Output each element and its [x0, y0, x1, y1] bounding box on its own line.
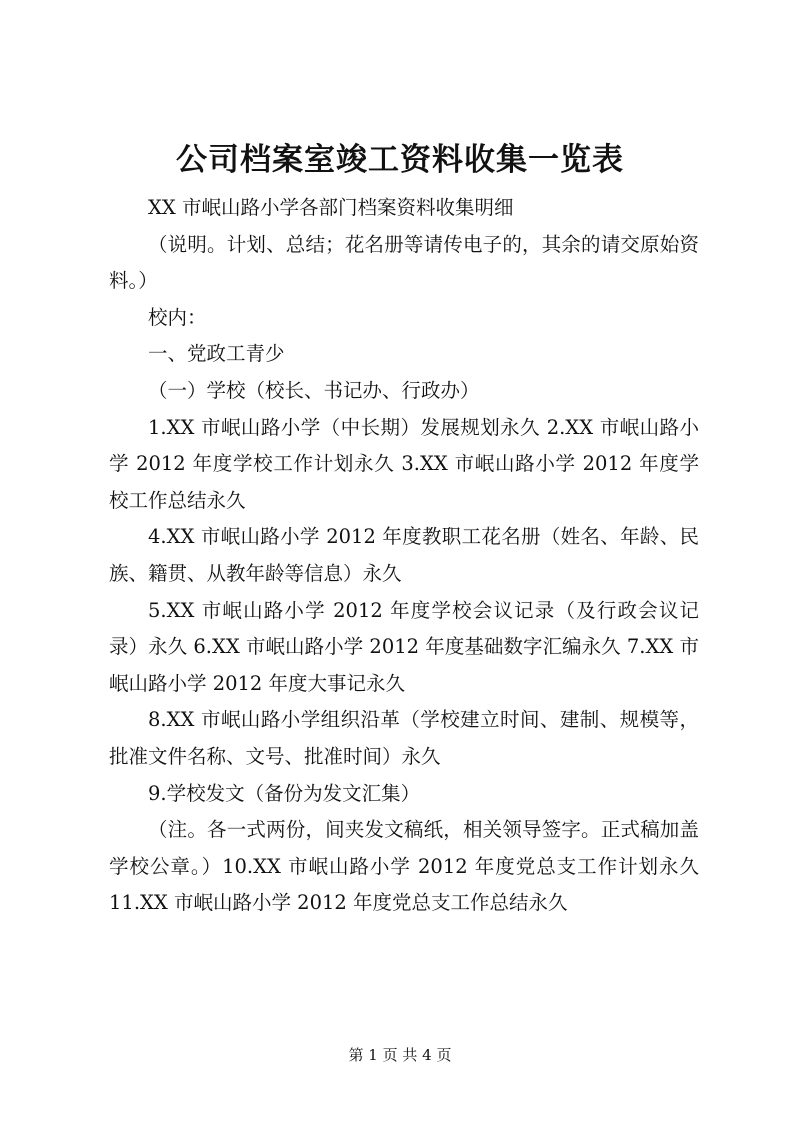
- document-title: 公司档案室竣工资料收集一览表: [176, 142, 624, 178]
- paragraph-subtitle: XX 市岷山路小学各部门档案资料收集明细: [148, 196, 514, 219]
- paragraph-item-8: 8.XX 市岷山路小学组织沿革（学校建立时间、建制、规模等，批准文件名称、文号、批准时间）永久: [109, 708, 699, 768]
- document-body: [109, 190, 699, 922]
- paragraph-item-4: 4.XX 市岷山路小学 2012 年度教职工花名册（姓名、年龄、民族、籍贯、从教年龄等信息）永久: [109, 525, 699, 585]
- paragraph-heading-school: （一）学校（校长、书记办、行政办）: [148, 378, 480, 402]
- paragraph-items-1-3: 1.XX 市岷山路小学（中长期）发展规划永久 2.XX 市岷山路小学 2012 年度学校工作计划永久 3.XX 市岷山路小学 2012 年度学校工作总结永久: [109, 415, 699, 512]
- paragraph-instructions: （说明。计划、总结；花名册等请传电子的，其余的请交原始资料。）: [109, 232, 699, 293]
- paragraph-note-items-10-11: （注。各一式两份，间夹发文稿纸，相关领导签字。正式稿加盖学校公章。）10.XX 市岷山路小学 2012 年度党总支工作计划永久 11.XX 市岷山路小学 2012 年度党总支工作总结永久: [109, 818, 699, 915]
- paragraph-section-campus: 校内：: [148, 305, 207, 329]
- paragraph-items-5-7: 5.XX 市岷山路小学 2012 年度学校会议记录（及行政会议记录）永久 6.XX 市岷山路小学 2012 年度基础数字汇编永久 7.XX 市岷山路小学 2012 年度大事记永久: [109, 598, 699, 695]
- paragraph-heading-party: 一、党政工青少: [148, 342, 285, 366]
- page-footer: 第 1 页 共 4 页: [348, 1046, 452, 1064]
- paragraph-item-9: 9.学校发文（备份为发文汇集）: [148, 781, 421, 805]
